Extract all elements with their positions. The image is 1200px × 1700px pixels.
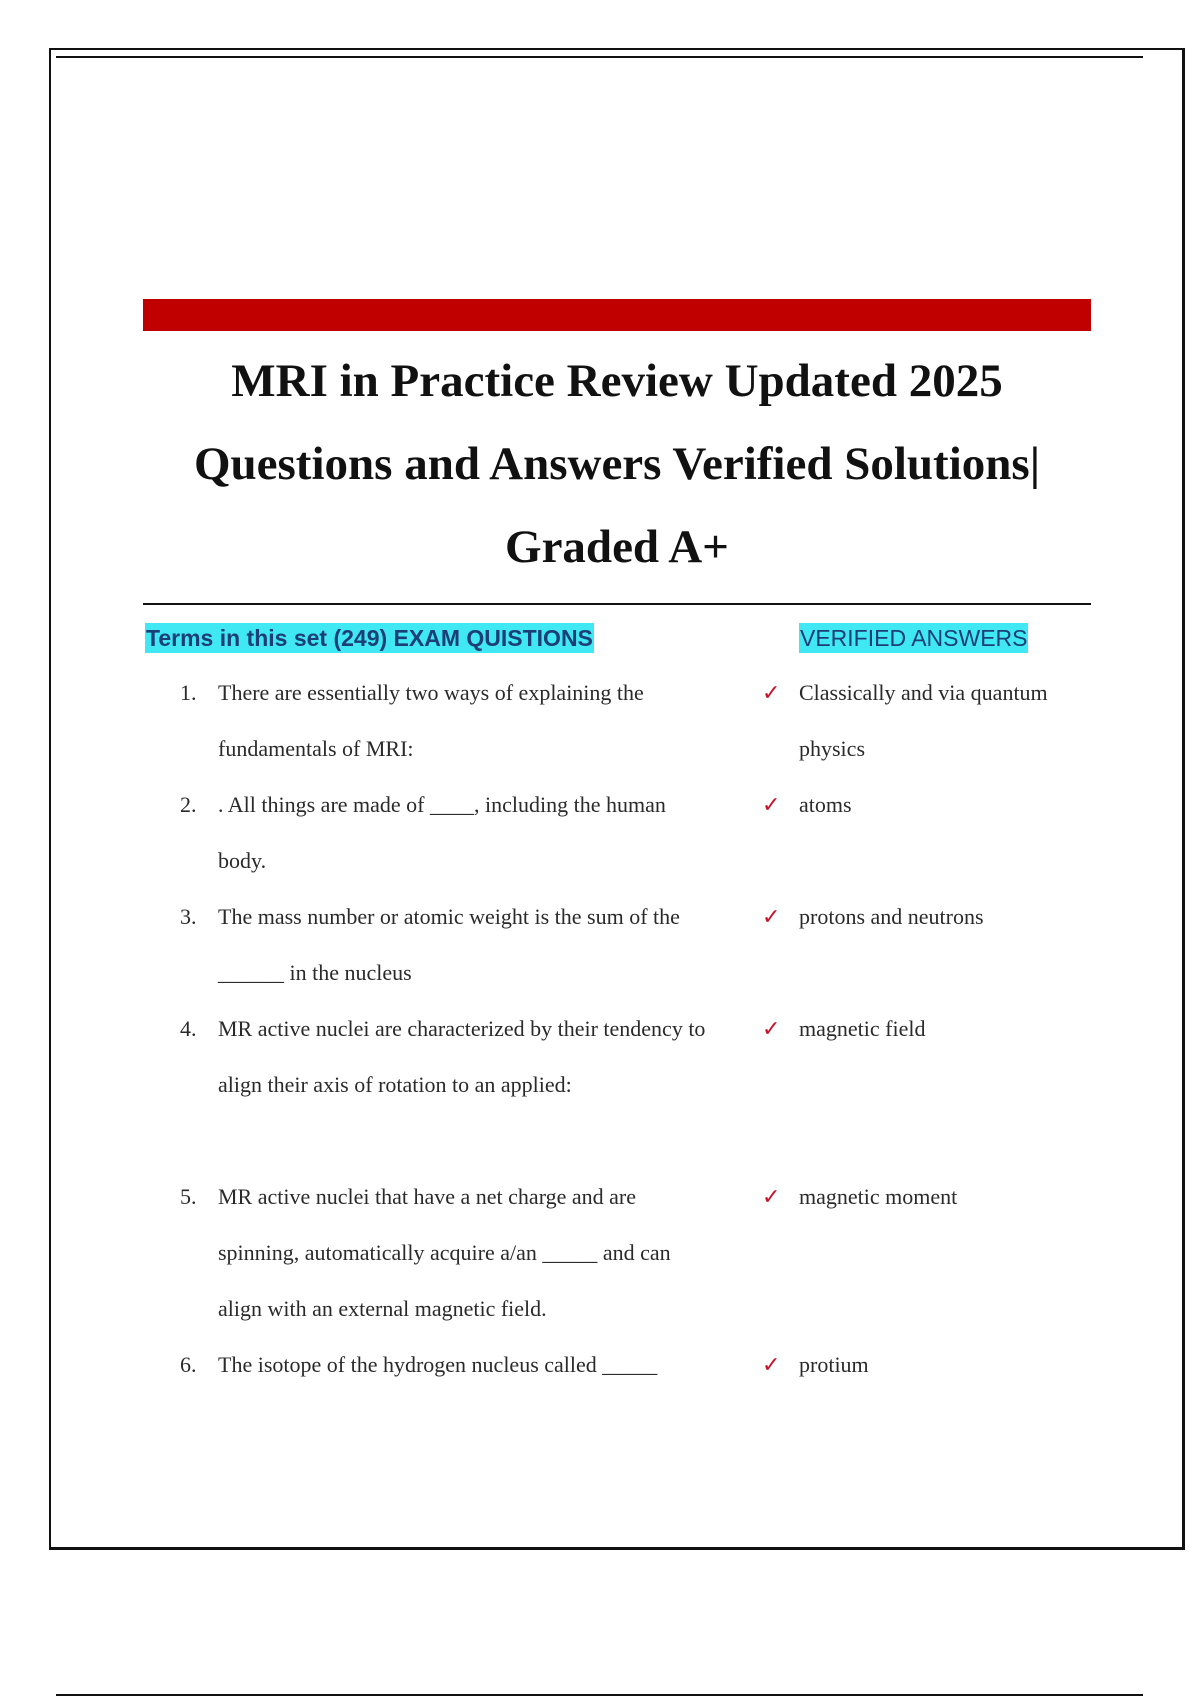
answer-text: protium bbox=[799, 1352, 869, 1377]
check-icon: ✓ bbox=[762, 1184, 781, 1209]
qa-item-2 bbox=[0, 777, 1200, 889]
check-icon: ✓ bbox=[762, 1016, 781, 1041]
question-text: MR active nuclei are characterized by their tendency to align their axis of rotation to an applied: bbox=[218, 1016, 706, 1097]
question-number: 3. bbox=[180, 904, 197, 929]
qa-item-5 bbox=[0, 1169, 1200, 1337]
document-title bbox=[143, 340, 1091, 589]
qa-item-4 bbox=[0, 1001, 1200, 1169]
answer-text: magnetic field bbox=[799, 1016, 926, 1041]
bottom-rule bbox=[56, 1694, 1143, 1696]
title-line-3: Graded A+ bbox=[505, 521, 729, 573]
question-number: 1. bbox=[180, 680, 197, 705]
title-divider bbox=[143, 603, 1091, 605]
questions-header: Terms in this set (249) EXAM QUISTIONS bbox=[146, 625, 593, 651]
answer-text: magnetic moment bbox=[799, 1184, 958, 1209]
question-text: The mass number or atomic weight is the sum of the ______ in the nucleus bbox=[218, 904, 680, 985]
qa-list bbox=[0, 665, 1200, 1449]
answer-text: Classically and via quantum physics bbox=[799, 680, 1048, 761]
check-icon: ✓ bbox=[762, 1352, 781, 1377]
answers-header: VERIFIED ANSWERS bbox=[800, 625, 1028, 651]
qa-item-1 bbox=[0, 665, 1200, 777]
title-accent-bar bbox=[143, 299, 1091, 331]
question-text: The isotope of the hydrogen nucleus called _____ bbox=[218, 1352, 658, 1377]
question-number: 6. bbox=[180, 1352, 197, 1377]
check-icon: ✓ bbox=[762, 680, 781, 705]
question-number: 2. bbox=[180, 792, 197, 817]
check-icon: ✓ bbox=[762, 904, 781, 929]
qa-item-3 bbox=[0, 889, 1200, 1001]
question-number: 5. bbox=[180, 1184, 197, 1209]
qa-item-6 bbox=[0, 1337, 1200, 1449]
title-line-1: MRI in Practice Review Updated 2025 bbox=[231, 355, 1003, 407]
question-number: 4. bbox=[180, 1016, 197, 1041]
answer-text: atoms bbox=[799, 792, 852, 817]
title-line-2: Questions and Answers Verified Solutions| bbox=[193, 438, 1041, 490]
question-text: MR active nuclei that have a net charge and are spinning, automatically acquire a/an _____ and can align with an external magnetic field. bbox=[218, 1184, 671, 1321]
question-text: . All things are made of ____, including the human body. bbox=[218, 792, 666, 873]
question-text: There are essentially two ways of explaining the fundamentals of MRI: bbox=[218, 680, 644, 761]
answer-text: protons and neutrons bbox=[799, 904, 984, 929]
top-rule bbox=[56, 56, 1143, 58]
check-icon: ✓ bbox=[762, 792, 781, 817]
